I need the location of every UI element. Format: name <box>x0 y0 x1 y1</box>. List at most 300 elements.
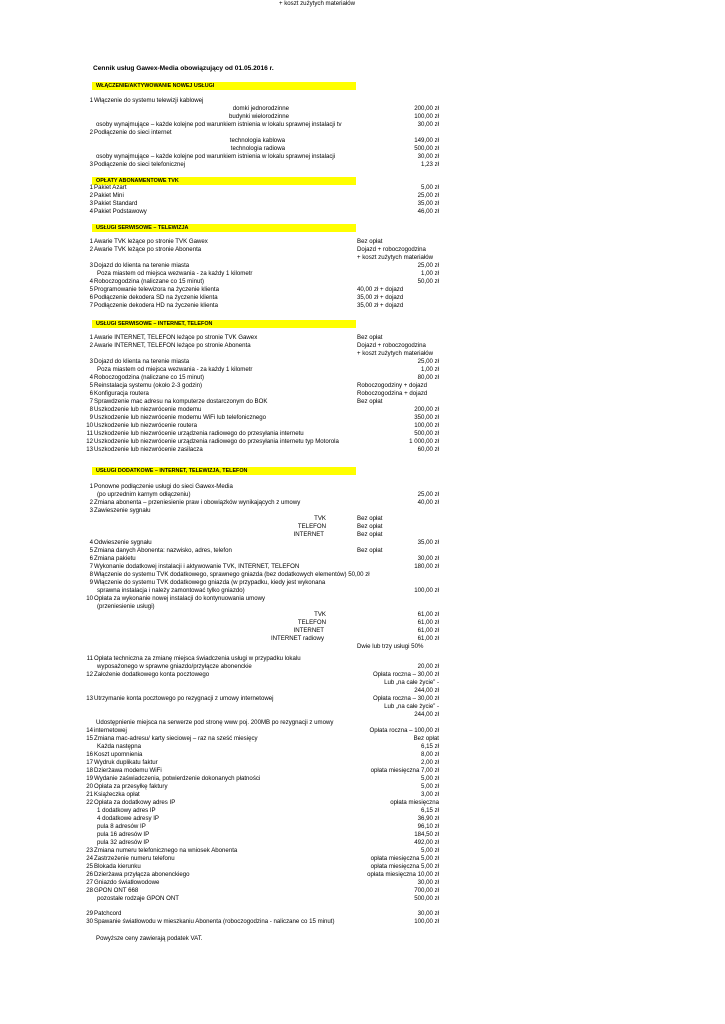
row-sublabel: INTERNET radiowy <box>270 635 324 642</box>
row-description: Awarie INTERNET, TELEFON leżące po stronie Abonenta <box>94 342 251 349</box>
price-row <box>0 294 725 302</box>
row-condition: Roboczogodziny + dojazd <box>357 382 427 389</box>
row-number: 8 <box>89 406 93 413</box>
row-price: Lub „na całe życie” - <box>384 679 439 686</box>
row-price: 100,00 zł <box>414 422 439 429</box>
row-price: Lub „na całe życie” - <box>384 703 439 710</box>
row-price: 244,00 zł <box>414 687 439 694</box>
row-description: Programowanie telewizora na życzenie klienta <box>94 286 219 293</box>
price-row <box>0 571 725 579</box>
row-description: Pakiet Standard <box>94 200 138 207</box>
price-row <box>0 743 725 751</box>
row-price: 180,00 zł <box>414 563 439 570</box>
row-condition: Bez opłat <box>357 515 383 522</box>
row-description: pula 16 adresów IP <box>97 831 150 838</box>
row-price: 6,15 zł <box>421 807 439 814</box>
row-description: Zmiana pakietu <box>94 555 136 562</box>
price-row <box>0 531 725 539</box>
price-row <box>0 105 725 113</box>
price-row <box>0 727 725 735</box>
row-price: opłata miesięczna 10,00 zł <box>367 871 439 878</box>
row-price: 35,00 zł <box>417 200 439 207</box>
row-description: osoby wynajmujące – każde kolejne pod warunkiem istnienia w lokalu sprawnej instalacji <box>96 153 336 160</box>
row-description: Wykonanie dodatkowej instalacji i aktywowanie TVK, INTERNET, TELEFON <box>94 563 300 570</box>
row-number: 1 <box>89 483 93 490</box>
price-row <box>0 595 725 603</box>
row-description: Podłączenie dekodera SD na życzenie klienta <box>94 294 218 301</box>
row-price: 30,00 zł <box>417 555 439 562</box>
row-number: 30 <box>86 918 93 925</box>
price-row <box>0 735 725 743</box>
price-row <box>0 663 725 671</box>
row-price: 40,00 zł <box>417 499 439 506</box>
row-number: 3 <box>89 262 93 269</box>
row-number: 23 <box>86 847 93 854</box>
row-number: 17 <box>86 759 93 766</box>
price-row <box>0 438 725 446</box>
price-row <box>0 137 725 145</box>
row-sublabel: INTERNET <box>293 531 324 538</box>
row-description: Reinstalacja systemu (około 2-3 godzin) <box>94 382 203 389</box>
price-row <box>0 895 725 903</box>
row-number: 2 <box>89 342 93 349</box>
row-price: 25,00 zł <box>417 491 439 498</box>
row-description: Zmiana numeru telefonicznego na wniosek Abonenta <box>94 847 238 854</box>
price-row <box>0 483 725 491</box>
price-row <box>0 879 725 887</box>
row-description: Awarie TVK leżące po stronie Abonenta <box>94 246 202 253</box>
row-number: 1 <box>89 238 93 245</box>
row-description: Wydruk duplikatu faktur <box>94 759 158 766</box>
row-description: 1 dodatkowy adres IP <box>97 807 156 814</box>
row-description: 4 dodatkowe adresy IP <box>97 815 159 822</box>
row-condition: Dojazd + roboczogodzina <box>357 342 426 349</box>
row-number: 20 <box>86 783 93 790</box>
row-sublabel: TELEFON <box>297 523 326 530</box>
row-description: Zastrzeżenie numeru telefonu <box>94 855 175 862</box>
row-description: Dojazd do klienta na terenie miasta <box>94 262 190 269</box>
section-header-subscription: OPŁATY ABONAMENTOWE TVK <box>92 177 356 185</box>
row-price: 5,00 zł <box>421 775 439 782</box>
row-description: pula 8 adresów IP <box>97 823 146 830</box>
row-condition: Roboczogodzina + dojazd <box>357 390 428 397</box>
price-row <box>0 815 725 823</box>
row-price: 3,00 zł <box>421 791 439 798</box>
price-row <box>0 671 725 679</box>
row-description: Włączenie do systemu TVK dodatkowego, sprawnego gniazda (bez dodatkowych elementów) 50,00 zł <box>94 571 370 578</box>
row-price: 2,00 zł <box>421 759 439 766</box>
row-description: Konfiguracja routera <box>94 390 149 397</box>
row-price: 500,00 zł <box>414 430 439 437</box>
row-number: 4 <box>89 278 93 285</box>
row-number: 2 <box>89 246 93 253</box>
row-price: opłata miesięczna 5,00 zł <box>370 855 439 862</box>
row-price: Opłata roczna – 30,00 zł <box>372 671 439 678</box>
row-description: Wydanie zaświadczenia, potwierdzenie dokonanych płatności <box>94 775 261 782</box>
row-sublabel: budynki wielorodzinne <box>229 113 289 120</box>
row-sublabel: technologia radiowa <box>230 145 285 152</box>
row-price: 1 000,00 zł <box>409 438 439 445</box>
row-description: Podłączenie do sieci internet <box>94 129 172 136</box>
row-condition: + koszt zużytych materiałów <box>357 254 434 261</box>
row-description: Założenie dodatkowego konta pocztowego <box>94 671 210 678</box>
row-number: 12 <box>86 438 93 445</box>
price-row <box>0 430 725 438</box>
row-price: 30,00 zł <box>417 121 439 128</box>
row-number: 7 <box>89 563 93 570</box>
row-description: Spawanie światłowodu w mieszkaniu Abonenta (roboczogodzina - naliczane co 15 minut) <box>94 918 335 925</box>
row-price: 1,23 zł <box>421 161 439 168</box>
row-description: Awarie TVK leżące po stronie TVK Gawex <box>94 238 208 245</box>
row-condition: Bez opłat <box>357 523 383 530</box>
price-row <box>0 539 725 547</box>
row-price: 5,00 zł <box>421 184 439 191</box>
row-description: Uszkodzenie lub niezwrócenie modemu WiFi lub telefonicznego <box>94 414 267 421</box>
row-condition: Bez opłat <box>357 398 383 405</box>
row-description: (przeniesienie usługi) <box>97 603 155 610</box>
price-row <box>0 246 725 254</box>
price-row <box>0 643 725 651</box>
row-sublabel: + koszt zużytych materiałów <box>278 0 355 7</box>
row-price: opłata miesięczna 5,00 zł <box>370 863 439 870</box>
price-row <box>0 499 725 507</box>
price-row <box>0 507 725 515</box>
row-price: Opłata roczna – 30,00 zł <box>372 695 439 702</box>
row-number: 9 <box>89 579 93 586</box>
row-number: 12 <box>86 671 93 678</box>
vat-note: Powyższe ceny zawierają podatek VAT. <box>96 935 203 942</box>
row-sublabel: TELEFON <box>297 619 326 626</box>
row-description: Roboczogodzina (naliczane co 15 minut) <box>94 278 205 285</box>
row-description: Patchcord <box>94 910 122 917</box>
row-number: 9 <box>89 414 93 421</box>
price-row <box>0 847 725 855</box>
row-number: 2 <box>89 192 93 199</box>
row-description: sprawna instalacja i należy zamontować tylko gniazdo) <box>97 587 245 594</box>
price-row <box>0 414 725 422</box>
row-price: 36,90 zł <box>417 815 439 822</box>
price-row <box>0 406 725 414</box>
row-price: 6,15 zł <box>421 743 439 750</box>
price-row <box>0 398 725 406</box>
row-sublabel: INTERNET <box>293 627 324 634</box>
row-number: 3 <box>89 358 93 365</box>
row-price: 30,00 zł <box>417 910 439 917</box>
row-description: Opłata za przesyłkę faktury <box>94 783 168 790</box>
price-row <box>0 619 725 627</box>
row-description: Zmiana danych Abonenta: nazwisko, adres, telefon <box>94 547 232 554</box>
row-price: 61,00 zł <box>417 635 439 642</box>
price-row <box>0 767 725 775</box>
price-row <box>0 192 725 200</box>
price-row <box>0 783 725 791</box>
price-row <box>0 208 725 216</box>
price-row <box>0 262 725 270</box>
row-price: 35,00 zł <box>417 539 439 546</box>
row-condition: Dwie lub trzy usługi 50% <box>357 643 424 650</box>
row-price: opłata miesięczna <box>390 799 439 806</box>
price-row <box>0 719 725 727</box>
row-price: 80,00 zł <box>417 374 439 381</box>
price-row <box>0 587 725 595</box>
row-number: 28 <box>86 887 93 894</box>
row-description: Pakiet Mini <box>94 192 124 199</box>
row-number: 6 <box>89 294 93 301</box>
row-price: 500,00 zł <box>414 145 439 152</box>
row-condition: Dojazd + roboczogodzina <box>357 246 426 253</box>
row-price: 5,00 zł <box>421 783 439 790</box>
row-description: Opłata techniczna za zmianę miejsca świadczenia usługi w przypadku lokalu <box>94 655 301 662</box>
row-description: Roboczogodzina (naliczane co 15 minut) <box>94 374 205 381</box>
price-row <box>0 579 725 587</box>
price-row <box>0 184 725 192</box>
row-price: 1,00 zł <box>421 366 439 373</box>
price-row <box>0 799 725 807</box>
price-row <box>0 871 725 879</box>
row-description: (po uprzednim karnym odłączeniu) <box>97 491 191 498</box>
row-price: 100,00 zł <box>414 587 439 594</box>
row-price: 61,00 zł <box>417 627 439 634</box>
price-row <box>0 563 725 571</box>
row-price: 500,00 zł <box>414 895 439 902</box>
price-row <box>0 863 725 871</box>
row-number: 7 <box>89 302 93 309</box>
row-description: Blokada kierunku <box>94 863 141 870</box>
row-condition: Bez opłat <box>357 531 383 538</box>
row-number: 5 <box>89 547 93 554</box>
row-description: pozostałe rodzaje GPON ONT <box>97 895 179 902</box>
row-number: 18 <box>86 767 93 774</box>
row-description: pula 32 adresów IP <box>97 839 150 846</box>
price-row <box>0 627 725 635</box>
row-price: opłata miesięczna 7,00 zł <box>370 767 439 774</box>
row-price: 200,00 zł <box>414 105 439 112</box>
row-number: 15 <box>86 735 93 742</box>
row-description: Odwieszenie sygnału <box>94 539 152 546</box>
row-number: 11 <box>86 430 93 437</box>
price-row <box>0 200 725 208</box>
price-row <box>0 635 725 643</box>
row-description: Włączenie do systemu TVK dodatkowego gniazda (w przypadku, kiedy jest wykonana <box>94 579 326 586</box>
price-row <box>0 887 725 895</box>
row-price: 25,00 zł <box>417 192 439 199</box>
row-description: Utrzymanie konta pocztowego po rezygnacji z umowy internetowej <box>94 695 274 702</box>
section-header-service-internet: USŁUGI SERWISOWE – INTERNET, TELEFON <box>92 320 356 328</box>
price-row <box>0 97 725 105</box>
row-description: Uszkodzenie lub niezwrócenie modemu <box>94 406 202 413</box>
row-condition: 35,00 zł + dojazd <box>357 302 404 309</box>
row-price: 1,00 zł <box>421 270 439 277</box>
price-row <box>0 807 725 815</box>
row-description: Sprawdzenie mac adresu na komputerze dostarczonym do BOK <box>94 398 268 405</box>
price-row <box>0 113 725 121</box>
row-description: Opłata za dodatkowy adres IP <box>94 799 176 806</box>
row-number: 29 <box>86 910 93 917</box>
price-row <box>0 286 725 294</box>
row-price: 492,00 zł <box>414 839 439 846</box>
price-row <box>0 254 725 262</box>
price-row <box>0 161 725 169</box>
price-row <box>0 711 725 719</box>
row-number: 27 <box>86 879 93 886</box>
price-row <box>0 695 725 703</box>
price-row <box>0 839 725 847</box>
row-price: 184,50 zł <box>414 831 439 838</box>
row-number: 4 <box>89 208 93 215</box>
row-description: wyposażonego w sprawne gniazdo/przyłącze abonenckie <box>97 663 252 670</box>
row-number: 13 <box>86 446 93 453</box>
row-number: 14 <box>86 727 93 734</box>
price-row <box>0 366 725 374</box>
row-number: 4 <box>89 539 93 546</box>
row-price: 244,00 zł <box>414 711 439 718</box>
price-row <box>0 121 725 129</box>
row-number: 16 <box>86 751 93 758</box>
price-row <box>0 823 725 831</box>
price-row <box>0 687 725 695</box>
price-row <box>0 910 725 918</box>
row-price: Opłata roczna – 100,00 zł <box>369 727 439 734</box>
price-row <box>0 918 725 926</box>
row-description: Uszkodzenie lub niezwrócenie urządzenia radiowego do przesyłania internetu typ Motorola <box>94 438 339 445</box>
row-number: 2 <box>89 129 93 136</box>
price-row <box>0 342 725 350</box>
row-number: 1 <box>89 184 93 191</box>
price-row <box>0 382 725 390</box>
row-number: 13 <box>86 695 93 702</box>
row-description: Udostępnienie miejsca na serwerze pod stronę www poj. 200MB po rezygnacji z umowy <box>96 719 334 726</box>
row-number: 3 <box>89 200 93 207</box>
row-description: Gniazdo światłowodowe <box>94 879 160 886</box>
row-description: Poza miastem od miejsca wezwania - za każdy 1 kilometr <box>97 270 253 277</box>
price-row <box>0 145 725 153</box>
row-price: 25,00 zł <box>417 262 439 269</box>
price-row <box>0 358 725 366</box>
row-description: internetowej <box>94 727 127 734</box>
price-row <box>0 390 725 398</box>
row-number: 10 <box>86 595 93 602</box>
row-number: 3 <box>89 161 93 168</box>
row-number: 10 <box>86 422 93 429</box>
row-number: 1 <box>89 334 93 341</box>
row-price: 149,00 zł <box>414 137 439 144</box>
row-price: Bez opłat <box>413 735 439 742</box>
row-description: Opłata za wykonanie nowej instalacji do kontynuowania umowy <box>94 595 266 602</box>
row-price: 96,10 zł <box>417 823 439 830</box>
price-row <box>0 334 725 342</box>
row-price: 61,00 zł <box>417 611 439 618</box>
row-number: 11 <box>86 655 93 662</box>
row-description: Awarie INTERNET, TELEFON leżące po stronie TVK Gawex <box>94 334 258 341</box>
row-price: 30,00 zł <box>417 153 439 160</box>
row-description: Podłączenie do sieci telefonicznej <box>94 161 186 168</box>
price-row <box>0 491 725 499</box>
row-description: osoby wynajmujące – każde kolejne pod warunkiem istnienia w lokalu sprawnej instalacji tv <box>96 121 342 128</box>
price-row <box>0 270 725 278</box>
price-row <box>0 523 725 531</box>
price-row <box>0 350 725 358</box>
row-price: 25,00 zł <box>417 358 439 365</box>
price-row <box>0 547 725 555</box>
price-row <box>0 751 725 759</box>
price-row <box>0 603 725 611</box>
row-description: Każda następna <box>97 743 142 750</box>
row-sublabel: domki jednorodzinne <box>232 105 289 112</box>
row-number: 25 <box>86 863 93 870</box>
row-description: Pakiet Podstawowy <box>94 208 147 215</box>
row-number: 8 <box>89 571 93 578</box>
row-description: Uszkodzenie lub niezwrócenie urządzenia radiowego do przesyłania internetu <box>94 430 304 437</box>
row-price: 100,00 zł <box>414 113 439 120</box>
price-row <box>0 278 725 286</box>
page-title: Cennik usług Gawex-Media obowiązujący od 01.05.2016 r. <box>93 65 274 72</box>
row-description: Podłączenie dekodera HD na życzenie klienta <box>94 302 218 309</box>
row-description: Dojazd do klienta na terenie miasta <box>94 358 190 365</box>
price-row <box>0 153 725 161</box>
price-row <box>0 703 725 711</box>
row-condition: Bez opłat <box>357 334 383 341</box>
row-sublabel: TVK <box>314 611 326 618</box>
row-description: Zmiana abonenta – przeniesienie praw i obowiązków wynikających z umowy <box>94 499 301 506</box>
row-description: Włączenie do systemu telewizji kablowej <box>94 97 204 104</box>
row-description: Zawieszenie sygnału <box>94 507 151 514</box>
row-description: Uszkodzenie lub niezwrócenie zasilacza <box>94 446 203 453</box>
row-condition: 35,00 zł + dojazd <box>357 294 404 301</box>
row-description: Pakiet Azart <box>94 184 127 191</box>
row-number: 6 <box>89 555 93 562</box>
row-price: 30,00 zł <box>417 879 439 886</box>
price-row <box>0 555 725 563</box>
row-description: Ponowne podłączenie usługi do sieci Gawex-Media <box>94 483 233 490</box>
row-number: 6 <box>89 390 93 397</box>
section-header-service-tv: USŁUGI SERWISOWE – TELEWIZJA <box>92 224 356 232</box>
row-price: 200,00 zł <box>414 406 439 413</box>
price-row <box>0 302 725 310</box>
row-description: Koszt upomnienia <box>94 751 143 758</box>
row-description: Zmiana mac-adresu/ karty sieciowej – raz na sześć miesięcy <box>94 735 258 742</box>
row-price: 46,00 zł <box>417 208 439 215</box>
row-number: 5 <box>89 382 93 389</box>
section-header-activation: WŁĄCZENIE/AKTYWOWANIE NOWEJ USŁUGI <box>92 82 356 90</box>
row-description: GPON ONT 668 <box>94 887 139 894</box>
row-price: 60,00 zł <box>417 446 439 453</box>
row-number: 22 <box>86 799 93 806</box>
price-row <box>0 791 725 799</box>
price-row <box>0 679 725 687</box>
price-row <box>0 515 725 523</box>
row-number: 3 <box>89 507 93 514</box>
row-price: 20,00 zł <box>417 663 439 670</box>
row-description: Poza miastem od miejsca wezwania - za każdy 1 kilometr <box>97 366 253 373</box>
price-row <box>0 0 725 8</box>
price-row <box>0 422 725 430</box>
row-price: 700,00 zł <box>414 887 439 894</box>
row-price: 350,00 zł <box>414 414 439 421</box>
price-row <box>0 611 725 619</box>
section-header-additional: USŁUGI DODATKOWE – INTERNET, TELEWIZJA, TELEFON <box>92 467 356 475</box>
row-number: 24 <box>86 855 93 862</box>
price-row <box>0 855 725 863</box>
row-condition: + koszt zużytych materiałów <box>357 350 434 357</box>
row-description: Książeczka opłat <box>94 791 140 798</box>
row-number: 7 <box>89 398 93 405</box>
row-condition: Bez opłat <box>357 547 383 554</box>
row-number: 21 <box>86 791 93 798</box>
price-row <box>0 446 725 454</box>
row-description: Uszkodzenie lub niezwrócenie routera <box>94 422 197 429</box>
row-description: Dzierżawa modemu WiFi <box>94 767 162 774</box>
row-price: 8,00 zł <box>421 751 439 758</box>
